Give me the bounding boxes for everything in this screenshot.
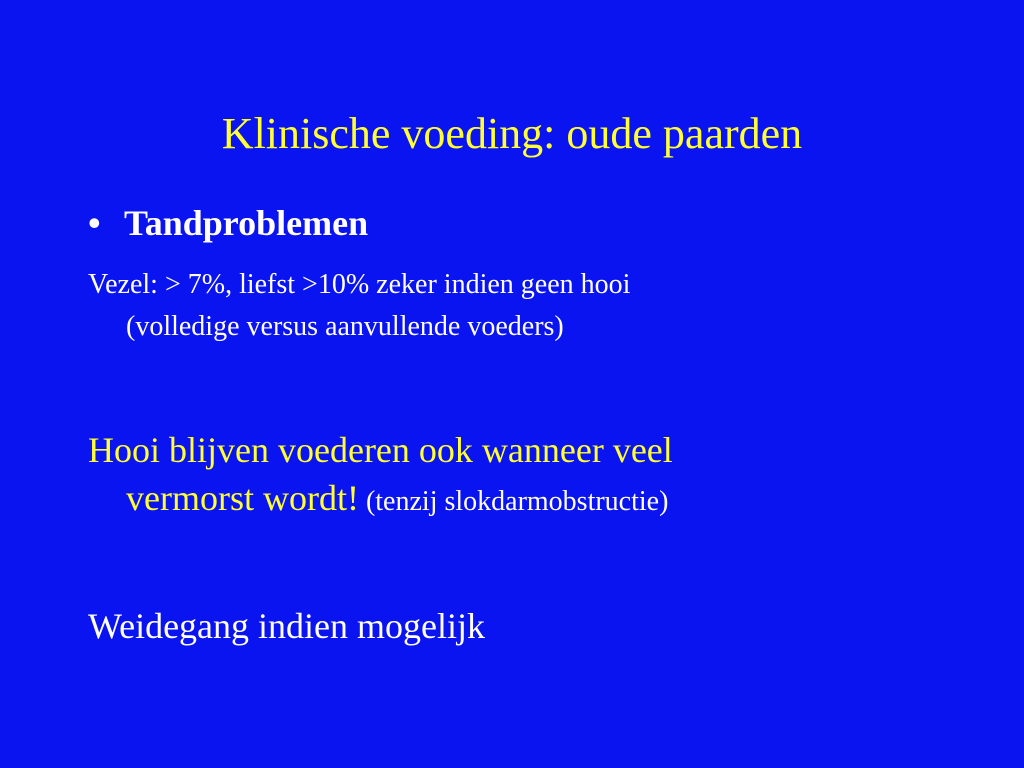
fiber-line-2: (volledige versus aanvullende voeders) xyxy=(126,311,564,342)
fiber-paragraph xyxy=(88,264,968,348)
slide-title: Klinische voeding: oude paarden xyxy=(221,109,803,158)
bullet-icon: • xyxy=(88,203,101,243)
bullet-tandproblemen xyxy=(88,200,368,246)
hay-note: (tenzij slokdarmobstructie) xyxy=(358,486,669,517)
pasture-paragraph: Weidegang indien mogelijk xyxy=(88,606,486,646)
hay-highlight: vermorst wordt! xyxy=(126,478,359,518)
hay-paragraph xyxy=(88,426,968,526)
bullet-text: Tandproblemen xyxy=(124,203,369,243)
hay-line-2 xyxy=(88,474,968,526)
fiber-line-1: Vezel: > 7%, liefst >10% zeker indien geen hooi xyxy=(88,269,631,300)
hay-line-1: Hooi blijven voederen ook wanneer veel xyxy=(88,430,673,470)
